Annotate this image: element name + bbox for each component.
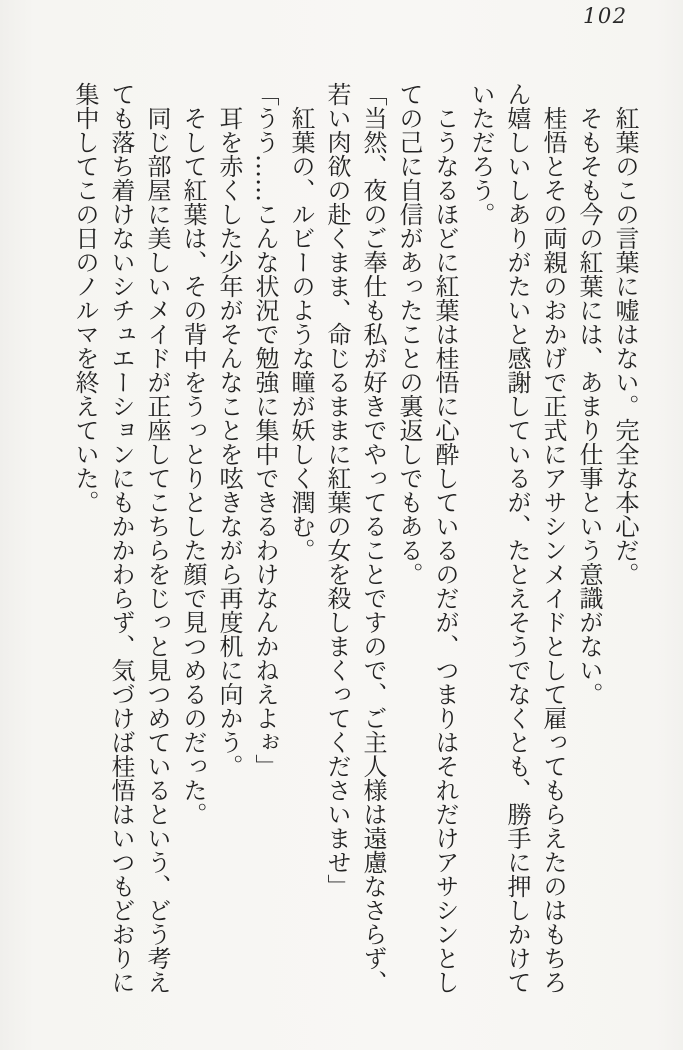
paragraph: 紅葉のこの言葉に嘘はない。完全な本心だ。 [611,106,639,586]
paragraph: 同じ部屋に美しいメイドが正座してこちらをじっと見つめているという、どう考えても落ち着けないシチュエーションにもかかわらず、気づけば桂悟はいつもどおりに集中してこの日のノルマを終えていた。 [71,82,171,994]
paragraph: 桂悟とその両親のおかげで正式にアサシンメイドとして雇ってもらえたのはもちろん嬉しいしありがたいと感謝しているが、たとえそうでなくとも、勝手に押しかけていただろう。 [467,82,567,994]
paragraph: 耳を赤くした少年がそんなことを呟きながら再度机に向かう。 [215,106,243,778]
paragraph: そして紅葉は、その背中をうっとりとした顔で見つめるのだった。 [179,106,207,826]
page-number: 102 [583,4,628,28]
paragraph-quote: 「当然、夜のご奉仕も私が好きでやってることですので、ご主人様は遠慮なさらず、若い肉欲の赴くまま、命じるままに紅葉の女を殺しまくってくださいませ」 [323,82,387,994]
body-text [67,82,643,994]
paragraph: こうなるほどに紅葉は桂悟に心酔しているのだが、つまりはそれだけアサシンとしての己に自信があったことの裏返しでもある。 [395,82,459,994]
paragraph: そもそも今の紅葉には、あまり仕事という意識がない。 [575,106,603,706]
paragraph-quote: 「うう……こんな状況で勉強に集中できるわけなんかねえよぉ」 [251,82,279,778]
paragraph: 紅葉の、ルビーのような瞳が妖しく潤む。 [287,106,315,562]
